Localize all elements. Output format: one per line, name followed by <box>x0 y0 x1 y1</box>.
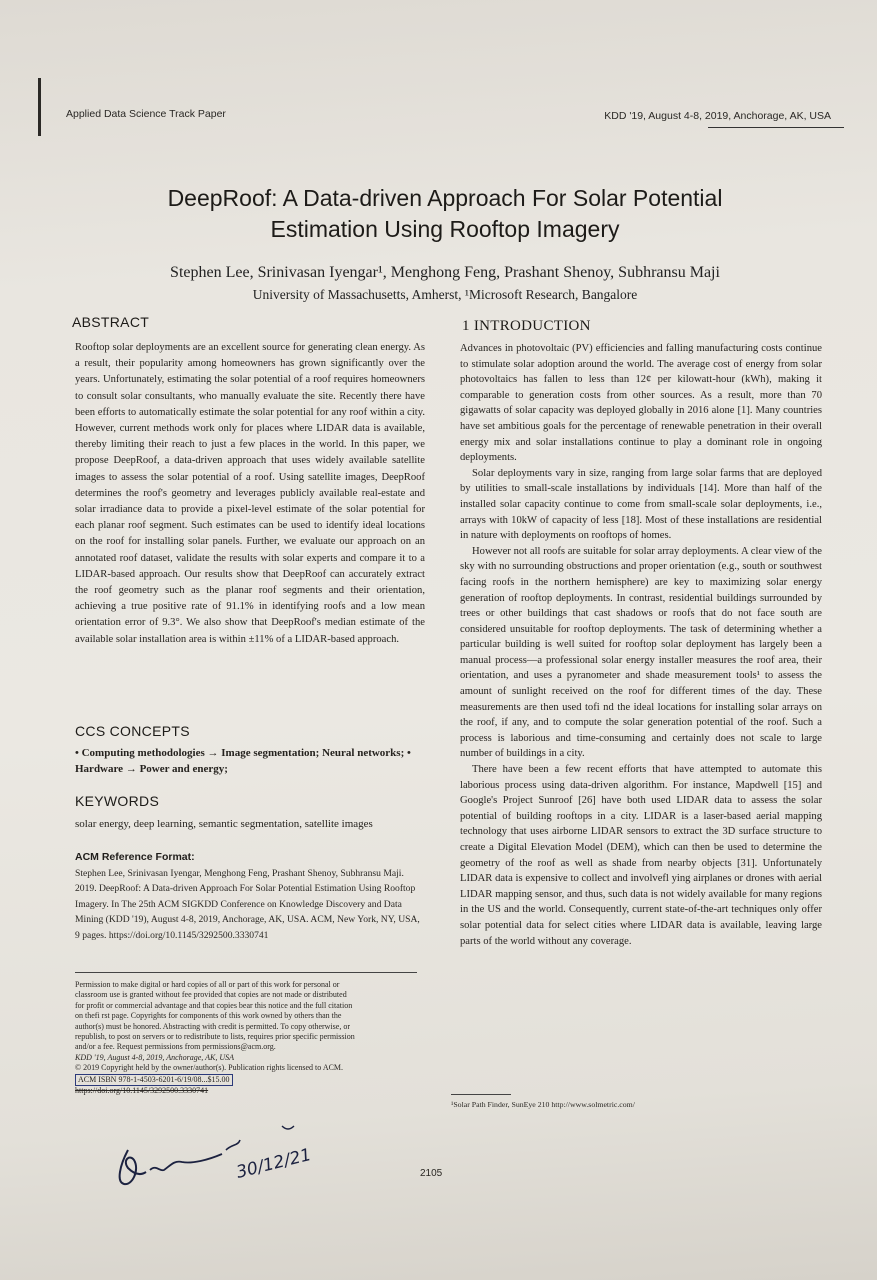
intro-paragraph: Advances in photovoltaic (PV) efficiencies and falling manufacturing costs continue to stimulate solar adoption around the world. The average cost of energy from solar photovoltaics has fallen to less than 12¢ per kilowatt-hour (kWh), making it comparable to generation costs from other sources. As a result, more than 70 gigawatts of solar capacity was deployed globally in 2016 alone [1]. Many countries have set ambitious goals for the percentage of renewable penetration in their overall energy mix and solar installations continue to play a dominant role in ongoing deployments. <box>460 343 822 464</box>
acm-reference-text: Stephen Lee, Srinivasan Iyengar, Menghong Feng, Prashant Shenoy, Subhransu Maji. 2019. DeepRoof: A Data-driven Approach For Solar Potential Estimation Using Rooftop Imagery. In The 25th ACM SIGKDD Conference on Knowledge Discovery and Data Mining (KDD '19), August 4-8, 2019, Anchorage, AK, USA. ACM, New York, NY, USA, 9 pages. https://doi.org/10.1145/3292500.3330741 <box>75 868 420 941</box>
abstract-heading: ABSTRACT <box>72 314 150 330</box>
permission-line: on thefi rst page. Copyrights for components of this work owned by others than the <box>75 1011 342 1021</box>
abstract-text: Rooftop solar deployments are an excellent source for generating clean energy. As a result, their popularity among homeowners has grown significantly over the years. Unfortunately, estimating the solar potential of a roof requires homeowners to consult solar consultants, who manually evaluate the site. Recently there have been efforts to automatically estimate the solar potential for any roof within a city. However, current methods work only for places where LIDAR data is available, thereby limiting their reach to just a few places in the world. In this paper, we propose DeepRoof, a data-driven approach that uses widely available satellite images to assess the solar potential of a roof. Using satellite images, DeepRoof determines the roof's geometry and leverages publicly available real-estate and solar irradiance data to provide a pixel-level estimate of the solar potential for each planar roof segment. Such estimates can be used to identify ideal locations on the roof for installing solar panels. Further, we evaluate our approach on an annotated roof dataset, validate the results with solar experts and compare it to a LIDAR-based approach. Our results show that DeepRoof can accurately extract the roof geometry such as the planar roof segments and their orientation, achieving a true positive rate of 91.1% in identifying roofs and a low mean orientation error of 9.3°. We also show that DeepRoof's median estimate of the available solar installation area is within ±11% of a LIDAR-based approach. <box>75 342 425 645</box>
title-line-2: Estimation Using Rooftop Imagery <box>270 216 620 242</box>
permission-line: republish, to post on servers or to redistribute to lists, requires prior specific permission <box>75 1032 355 1042</box>
ccs-concepts-text: • Computing methodologies → Image segmentation; Neural networks; • Hardware → Power and energy; <box>75 747 411 775</box>
ccs-heading: CCS CONCEPTS <box>75 723 190 739</box>
intro-paragraph: Solar deployments vary in size, ranging from large solar farms that are deployed by utilities to small-scale installations by individuals [14]. More than half of the installed solar capacity continue to come from small-scale solar deployments, i.e., arrays with 10kW of capacity of less [18]. Most of these installations are residential in nature with deployments on rooftops of homes. <box>460 467 822 542</box>
introduction-heading: 1 INTRODUCTION <box>462 318 591 334</box>
permission-line: KDD '19, August 4-8, 2019, Anchorage, AK, USA <box>75 1052 235 1062</box>
keywords-text: solar energy, deep learning, semantic segmentation, satellite images <box>75 818 373 830</box>
page-number: 2105 <box>420 1168 443 1179</box>
author-list: Stephen Lee, Srinivasan Iyengar¹, Menghong Feng, Prashant Shenoy, Subhransu Maji <box>170 264 720 281</box>
paper-title <box>90 183 800 245</box>
permission-line: Permission to make digital or hard copies of all or part of this work for personal or <box>75 980 340 989</box>
permission-notice <box>75 980 420 1096</box>
permission-line: and/or a fee. Request permissions from permissions@acm.org. <box>75 1042 276 1052</box>
permission-line: ACM ISBN 978-1-4503-6201-6/19/08...$15.00 <box>75 1074 233 1086</box>
permission-line: for profit or commercial advantage and that copies bear this notice and the full citation <box>75 1000 353 1010</box>
title-line-1: DeepRoof: A Data-driven Approach For Solar Potential <box>167 185 723 211</box>
introduction-body <box>460 341 822 949</box>
acm-reference-heading: ACM Reference Format: <box>75 851 195 863</box>
handwritten-signature-icon <box>110 1120 320 1200</box>
header-underline-mark <box>708 127 844 128</box>
footnote-rule <box>75 972 417 973</box>
footnote-rule-right <box>451 1094 511 1095</box>
permission-line: © 2019 Copyright held by the owner/author(s). Publication rights licensed to ACM. <box>75 1063 344 1073</box>
intro-paragraph: However not all roofs are suitable for solar array deployments. A clear view of the sky with no surrounding obstructions and proper orientation (e.g., south or southwest facing roofs in the northern hemisphere) are key to maximizing solar energy generation of rooftop deployments. In contrast, residential buildings surrounded by trees or other buildings that cast shadows or roofs that do not face south are considered unsuitable for rooftop deployments. The task of determining whether a particular building is well suited for rooftop solar deployment has largely been a manual process—a professional solar energy installer measures the roof area, their orientation, and uses a pyranometer and shade measurement tools¹ to assess the amount of sunlight received on the roof for different times of the day. These measurements are then used tofi nd the ideal locations for installing solar arrays on the roof, if any, and to compute the solar generation potential of the roof. Such a process is laborious and time-consuming and certainly does not scale to large number of buildings in a city. <box>460 545 822 760</box>
keywords-heading: KEYWORDS <box>75 793 160 809</box>
permission-line: author(s) must be honored. Abstracting with credit is permitted. To copy otherwise, or <box>75 1021 351 1031</box>
binding-edge-mark <box>38 78 41 136</box>
intro-paragraph: There have been a few recent efforts that have attempted to automate this laborious process using data-driven algorithm. For instance, Mapdwell [15] and Google's Project Sunroof [26] have both used LIDAR data to assess the solar potential of building rooftops in a city. LIDAR is a laser-based aerial mapping technology that uses airborne LIDAR sensors to extract the 3D surface structure to create a Digital Elevation Model (DEM), which can then be used to determine the geometry of the roof as well as shade from nearby objects [31]. Unfortunately LIDAR data is expensive to collect and involvefl ying airplanes or drones with aerial LIDAR mapping sensor, and thus, such data is not widely available for many regions in the US and the world. Consequently, current state-of-the-art techniques only offer solar potential data for select cities where LIDAR data is available, leaving large parts of the world without any coverage. <box>460 764 822 947</box>
footnote-text: ¹Solar Path Finder, SunEye 210 http://www.solmetric.com/ <box>451 1100 635 1109</box>
running-header-left: Applied Data Science Track Paper <box>66 108 226 120</box>
running-header-right: KDD '19, August 4-8, 2019, Anchorage, AK, USA <box>604 110 831 122</box>
affiliation: University of Massachusetts, Amherst, ¹Microsoft Research, Bangalore <box>252 287 638 302</box>
permission-line: classroom use is granted without fee provided that copies are not made or distributed <box>75 990 347 1000</box>
doi-link[interactable]: https://doi.org/10.1145/3292500.3330741 <box>75 1086 209 1096</box>
handwritten-date: 30/12/21 <box>234 1144 314 1183</box>
